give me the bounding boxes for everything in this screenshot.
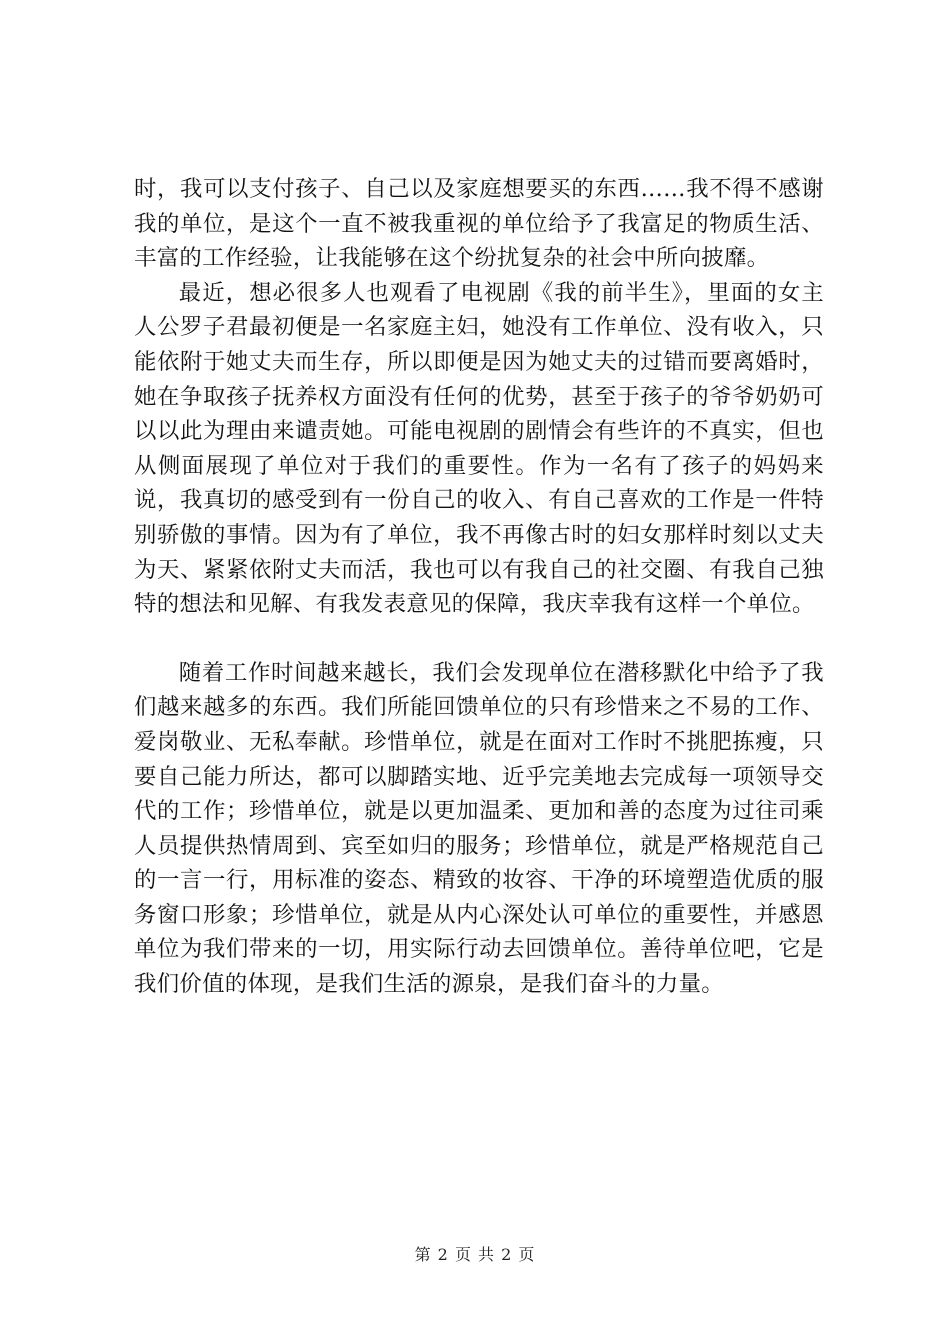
paragraph-tv-drama: 最近，想必很多人也观看了电视剧《我的前半生》，里面的女主人公罗子君最初便是一名家庭主妇，她没有工作单位、没有收入，只能依附于她丈夫而生存，所以即便是因为她丈夫的过错而要离婚时，她在争取孩子抚养权方面没有任何的优势，甚至于孩子的爷爷奶奶可以以此为理由来谴责她。可能电视剧的剧情会有些许的不真实，但也从侧面展现了单位对于我们的重要性。作为一名有了孩子的妈妈来说，我真切的感受到有一份自己的收入、有自己喜欢的工作是一件特别骄傲的事情。因为有了单位，我不再像古时的妇女那样时刻以丈夫为天、紧紧依附丈夫而活，我也可以有我自己的社交圈、有我自己独特的想法和见解、有我发表意见的保障，我庆幸我有这样一个单位。 [134,279,824,618]
body-text [134,172,824,1002]
paragraph-continuation: 时，我可以支付孩子、自己以及家庭想要买的东西……我不得不感谢我的单位，是这个一直不被我重视的单位给予了我富足的物质生活、丰富的工作经验，让我能够在这个纷扰复杂的社会中所向披靡。 [134,176,824,272]
paragraph-cherish-unit: 随着工作时间越来越长，我们会发现单位在潜移默化中给予了我们越来越多的东西。我们所能回馈单位的只有珍惜来之不易的工作、爱岗敬业、无私奉献。珍惜单位，就是在面对工作时不挑肥拣瘦，只要自己能力所达，都可以脚踏实地、近乎完美地去完成每一项领导交代的工作；珍惜单位，就是以更加温柔、更加和善的态度为过往司乘人员提供热情周到、宾至如归的服务；珍惜单位，就是严格规范自己的一言一行，用标准的姿态、精致的妆容、干净的环境塑造优质的服务窗口形象；珍惜单位，就是从内心深处认可单位的重要性，并感恩单位为我们带来的一切，用实际行动去回馈单位。善待单位吧，它是我们价值的体现，是我们生活的源泉，是我们奋斗的力量。 [134,659,824,998]
page-footer: 第 2 页 共 2 页 [414,1245,536,1264]
